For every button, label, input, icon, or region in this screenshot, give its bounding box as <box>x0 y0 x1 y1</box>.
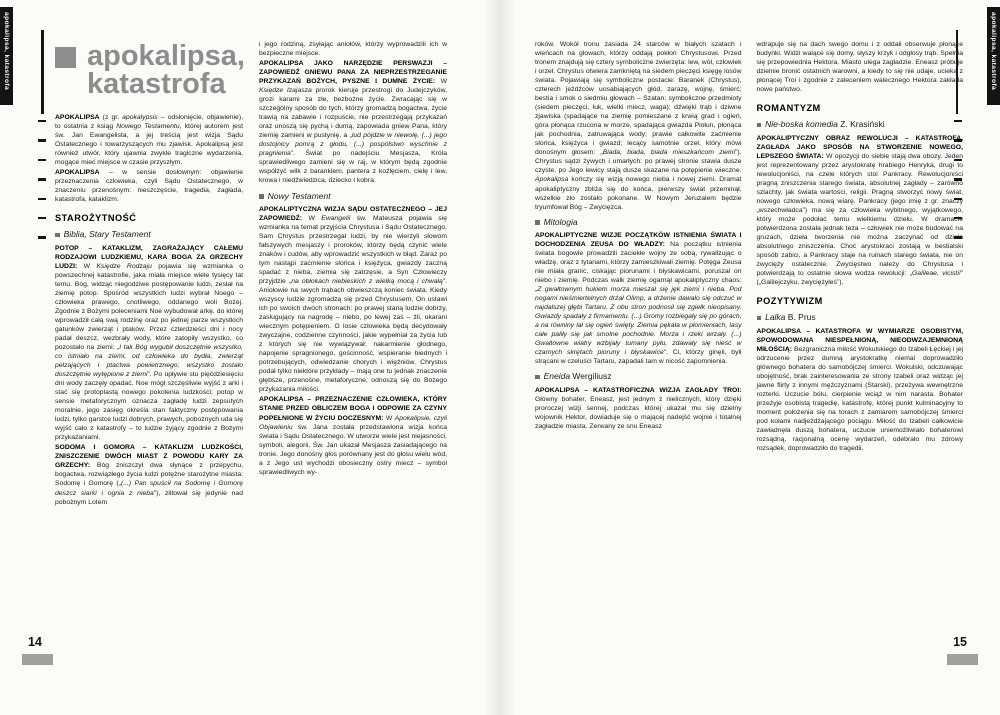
work-subheading: Nowy Testament <box>259 191 447 202</box>
square-bullet-icon <box>535 220 540 225</box>
square-bullet-icon <box>259 194 264 199</box>
paragraph: APOKALIPSA – w sensie dosłownym: objawienie przeznaczenia człowieka, czyli Sądu Ostatecznego, w znaczeniu przenośnym: nieszczęście, tragedia, zagłada, katastrofa, kataklizm. <box>55 169 243 204</box>
work-subheading: Eneida Wergiliusz <box>535 371 742 382</box>
column-2 <box>259 40 447 508</box>
index-tick <box>38 198 46 200</box>
column-1 <box>55 40 243 508</box>
index-tick <box>38 139 46 141</box>
paragraph: APOKALIPTYCZNA WIZJA SĄDU OSTATECZNEGO – JEJ ZAPOWIEDŹ: W Ewangelii św. Mateusza pojawia się wzmianka na temat przyjścia Chrystusa i Sądu Ostatecznego. Sam Chrystus przestrzegał ludzi, by nie wierzyli słowom fałszywych mesjaszy i proroków, którzy będą czynić wiele znaków i cudów, aby wprowadzić wszystkich w błąd. Zaraz po tym nastąpi zaćmienie słońca i księżyca, gwiazdy zaczną spadać z nieba, ziemia się zatrzęsie, a Syn Człowieczy przyjdzie „na obłokach niebieskich z wielką mocą i chwałą”. Aniołowie na swych trąbach obwieszczą koniec świata. Kiedy wszyscy ludzie zgromadzą się przed Chrystusem, On ustawi ich po swoich dwóch stronach: po prawej staną ludzie dobrzy, zasługujący na nagrodę – niebo, po lewej zaś – źli, ukarani wiecznym potępieniem. O losie człowieka będą decydowały zwyczajne, codzienne czynności, jakie wypełniał za życia lub z których się nie wywiązywał: nakarmienie głodnego, napojenie spragnionego, gościnność, wspieranie biednych i potrzebujących, odwiedzanie chorych i więźniów. Chrystus podał tylko niektóre przykłady – mają one tu jednak znaczenie głębsze, przenośne, metaforyczne, odnoszą się do Bożego przykazania miłości. <box>259 205 447 394</box>
paragraph: APOKALIPSA (z gr. apokalypsis – odsłonięcie, objawienie), to ostatnia z ksiąg Nowego Testamentu, której autorem jest św. Jan Ewangelista, a jej treścią jest wizja Sądu Ostatecznego i towarzyszących mu zjawisk. Apokalipsą jest również utwór, który ujawnia zwykle tragiczne wydarzenia, mogące mieć miejsce w czasie przyszłym. <box>55 113 244 166</box>
paragraph: POTOP – KATAKLIZM, ZAGRAŻAJĄCY CAŁEMU RODZAJOWI LUDZKIEMU, KARA BOGA ZA GRZECHY LUDZI: W Księdze Rodzaju pojawia się wzmianka o powszechnej katastrofie, jaka miała miejsce wiele tysięcy lat temu. Bóg, widząc niegodziwe postępowanie ludzi, zesłał na ziemię potop. Spośród wszystkich ludzi wybrał Noego – człowieka prawego, cnotliwego, oddanego woli Bożej. Zgodnie z Bożymi poleceniami Noe wybudował arkę, do której wprowadził całą swą rodzinę oraz po jednej parze wszystkich gatunków zwierząt i ptaków. Przez czterdzieści dni i nocy padał deszcz, wezbrały wody, które zatopiły wszystko, co pozostało na ziemi: „I tak Bóg wygubił doszczętnie wszystko, co istniało na ziemi, od człowieka do bydła, zwierząt pełzających i ptactwa powietrznego; wszystko zostało doszczętnie wytępione z ziemi”. Po upływie stu pięćdziesięciu dni wody zaczęły opadać. Noe mógł szczęśliwie wyjść z arki i stać się protoplastą nowego pokolenia ludzkości; potop w sensie metaforycznym oznacza zagładę ludzi zepsutych moralnie, jego zasięg określa stan faktyczny postępowania ludzi, tylko garstce ludzi dobrych, prawych, pobożnych uda się wyjść cało z katastrofy – to ludzie żyjący zgodnie z Bożymi przykazaniami. <box>55 244 243 442</box>
page-title <box>87 42 245 99</box>
paragraph: i jego rodziną, zsyłając aniołów, którzy wyprowadzili ich w bezpieczne miejsce. <box>259 41 447 58</box>
thumb-tab-left <box>0 7 13 105</box>
index-tick <box>38 236 46 238</box>
index-tick <box>38 120 46 122</box>
paragraph: APOKALIPTYCZNY OBRAZ REWOLUCJI – KATASTROFA, ZAGŁADA JAKO SPOSÓB NA STWORZENIE NOWEGO, LEPSZEGO ŚWIATA: W opozycji do siebie stają dwa obozy. Jeden jest reprezentowany przez arystokratę hrabiego Henryka, drugi to rewolucjoniści, na czele których stoi Pankracy. Rewolucjoniści pragną zniszczenia starego świata, absolutnej zagłady – zarówno szlachty, jak świata wartości, religii. Pragną stworzyć nowy świat, nowego człowieka, nową wiarę. Pankracy (jego imię z gr. znaczy „wszechwładca”) ma się za człowieka wybitnego, wyjątkowego, który może podołać temu wielkiemu dziełu. W dramacie potwierdzona została jednak teza – człowiek nie może budować na gruzach, dzieła tworzenia nie można zaczynać od dzieła absolutnego zniszczenia. Choć arystokraci zostają w bestialski sposób zabici, a Pankracy staje na ruinach starego świata, nie on zwycięży ostatecznie. Zwycięstwo należy do Chrystusa i potwierdzają to ostatnie słowa wodza rewolucji: „Galileae, vicisti!” („Galilejczyku, zwyciężyłeś”). <box>756 134 963 287</box>
chapter-title <box>55 42 243 99</box>
paragraph: APOKALIPSA JAKO NARZĘDZIE PERSWAZJI – ZAPOWIEDŹ GNIEWU PANA ZA NIEPRZESTRZEGANIE PRZYKAZAŃ BOŻYCH, PYSZNE I DUMNE ŻYCIE: W Księdze Izajasza prorok kieruje przestrogi do Judejczyków, grozi karami za złe, bezbożne życie. Zwracając się w szczególny sposób do tych, którzy gromadzą bogactwa, życie trawią na zabawie i rozpuście, nie przestrzegają przykazań oraz unoszą się pychą i dumą, zapowiada gniew Pana, który ziemię zamieni w pustynię, a „lud pójdzie w niewolę, (...) jego dostojnicy pomrą z głodu, (...) pospólstwo wyschnie z pragnienia”. Świat po nadejściu Mesjasza, Króla sprawiedliwego zamieni się w raj, w którym będą zgodnie współżyć wilk z barankiem, pantera z koźlęciem, cielę i lew, krowa i niedźwiedzica, dziecko i kobra. <box>259 60 447 185</box>
section-heading: POZYTYWIZM <box>756 296 823 307</box>
section-heading: STAROŻYTNOŚĆ <box>55 213 137 224</box>
page-number-bar <box>947 654 978 665</box>
page-number-right: 15 <box>953 635 967 649</box>
work-subheading: Biblia, Stary Testament <box>55 229 243 240</box>
work-subheading: Mitologia <box>535 217 742 228</box>
paragraph: APOKALIPSA – PRZEZNACZENIE CZŁOWIEKA, KTÓRY STANIE PRZED OBLICZEM BOGA I ODPOWIE ZA CZYNY POPEŁNIONE W ŻYCIU DOCZESNYM: W Apokalipsie, czyli Objawieniu św. Jana została przedstawiona wizja końca świata i Sądu Ostatecznego. W utworze wiele jest niejasności, symboli, alegorii. Św. Jan ukazał Mesjasza zasiadającego na tronie. Jego donośny głos porównany jest do głosu wielu wód, a z Jego ust wychodzi obosieczny ostry miecz – symbol sprawiedliwych wy- <box>259 396 447 476</box>
thumb-tab-label: apokalipsa, katastrofa <box>990 12 997 91</box>
paragraph: roków. Wokół tronu zasiada 24 starców w białych szatach i wieńcach na głowach, którzy oddają pokłon Chrystusowi. Przed tronem znajdują się cztery symboliczne zwierzęta: lew, wół, człowiek i orzeł. Chrystus otwiera zamkniętą na siedem pieczęci księgę losów świata. Pojawiają się symboliczne postacie: Baranek (Chrystus), czterech jeźdźców uosabiających głód, zarazę, wojnę, śmierć; bestia i smok o siedmiu głowach – Szatan; symboliczne przedmioty (siedem pieczęci, łuk, wielki miecz, waga); dźwięki trąb i dziwne zjawiska (spadające na ziemię pomieszane z krwią grad i ogień, góra płonąca rzucona w morze, spadająca gwiazda Piołun, płonąca jak pochodnia, zatruwająca wody; prawie całkowite zaćmienie słońca, księżyca i gwiazd; lecący samotnie orzeł, który mówi donośnym głosem: „Biada, biada, biada mieszkańcom ziemi”). Chrystus sądzi żywych i umarłych: po prawej stronie stawia dusze czyste, po Jego lewicy stają dusze skazane na potępienie wieczne. Apokalipsa kończy się wizją nowego nieba i nowej ziemi. Dramat apokaliptyczny zbliża się do końca, pierwszy świat przeminął, wszelkie zło zostało pokonane. W Nowym Jeruzalem będzie tryumfował Bóg – Zwycięzca. <box>535 41 742 211</box>
square-bullet-icon <box>757 316 762 321</box>
index-ticks <box>38 120 46 256</box>
index-tick <box>38 178 46 180</box>
paragraph: SODOMA I GOMORA – KATAKLIZM LUDZKOŚCI, ZNISZCZENIE DWÓCH MIAST Z POWODU KARY ZA GRZECHY: Bóg zniszczył dwa słynące z przepychu, bogactwa, rozwiązłego życia ludzi potężne starożytne miasta: Sodomę i Gomorę („(...) Pan spuścił na Sodomę i Gomorę deszcz siarki i ognia z nieba”), zlitował się jedynie nad pobożnym Lotem <box>55 444 243 506</box>
title-line-2: katastrofa <box>87 68 226 101</box>
work-subheading: Lalka B. Prus <box>757 312 964 323</box>
square-bullet-icon <box>55 233 60 238</box>
thumb-tab-right <box>987 7 1000 105</box>
paragraph: APOKALIPSA – KATASTROFICZNA WIZJA ZAGŁADY TROI: Główny bohater, Eneasz, jest jednym z nielicznych, który dzięki proroczej wizji sennej, podczas której ukazał mu się dzielny wojownik Hektor, dowiaduje się o mającej nadejść wojnie i totalnej zagładzie miasta. Zerwany ze snu Eneasz <box>535 386 742 430</box>
square-bullet-icon <box>757 123 762 128</box>
index-tick <box>38 217 46 219</box>
paragraph: wdrapuje się na dach swego domu i z oddali obserwuje płonące budynki. Widzi walące się domy, słyszy krzyk i odgłosy trąb. Spełnia się przepowiednia Hektora. Miasto ulega zagładzie. Eneasz próbuje dzielnie bronić ostatnich warowni, a kiedy to się nie udaje, ucieka z płonącej Troi i zgodnie z zaleceniem walecznego Hektora zakłada nowe państwo. <box>756 41 963 94</box>
square-bullet-icon <box>535 375 540 380</box>
section-heading: ROMANTYZM <box>756 103 821 114</box>
work-subheading: Nie-boska komedia Z. Krasiński <box>757 119 964 130</box>
page-number-bar <box>22 654 53 665</box>
title-square-icon <box>55 47 76 68</box>
title-line-1: apokalipsa, <box>87 40 245 72</box>
paragraph: APOKALIPTYCZNE WIZJE POCZĄTKÓW ISTNIENIA ŚWIATA I DOCHODZENIA ZEUSA DO WŁADZY: Na początku istnienia świata bogowie prowadzili zaciekłe wojny ze sobą, rywalizując o władzę, oraz z tytanami, którzy zamieszkiwali ziemię. Potęga Zeusa nie miała granic, ciskając piorunami i błyskawicami, poruszał on niebo i ziemię. Podczas walk ziemię ogarnął apokaliptyczny chaos: „Z gwałtownym hukiem morza mieszał się jęk ziemi i nieba. Pod nogami nieśmiertelnych drżał Olimp, a drżenie dawało się odczuć w najdalszej głębi Tartaru. Z obu stron podnosił się zgiełk nieopisany. Gwiazdy spadały z firmamentu. (...) Gromy rozbiegały się po górach, a na równiny lał się ogień święty. Ziemia pękała w płomieniach, lasy całe paliły się jak smolne pochodnie. Morza i rzeki wrzały. (...) Gwałtowne wiatry wzbijały tumany pyłu, zdawały się nieść w czarnych skrętach pioruny i błyskawice”. Ci, którzy ginęli, byli strącani w czeluści Tartaru, zapadali tam w nicość zapomnienia. <box>535 231 742 366</box>
column-2 <box>757 40 964 454</box>
margin-rule <box>41 30 44 114</box>
paragraph: APOKALIPSA – KATASTROFA W WYMIARZE OSOBISTYM, SPOWODOWANA NIESPEŁNIONĄ, NIEODWZAJEMNIONĄ MIŁOŚCIĄ: Bezgraniczna miłość Wokulskiego do Izabeli Łęckiej i jej odrzucenie przez dumną arystokratkę niemal doprowadziło głównego bohatera do samobójczej śmierci. Wokulski, odczuwając obojętność, brak zainteresowania ze strony Izabeli oraz widząc jej jawne flirty z innymi mężczyznami (Starski), przeżywa wewnętrzne rozterki. Uczucie bólu, cierpienie wciąż w nim narasta. Bohater przeżyje osobistą tragedię, katastrofę, której punkt kulminacyjny to moment położenia się na torach z zamiarem samobójczej śmierci pod kołami nadjeżdżającego pociągu. Miłość do Izabeli całkowicie zawładnęła duszą bohatera, uczucie uniemożliwiało bohaterowi rozsądną, racjonalną ocenę wydarzeń, odebrało mu zdrowy rozsądek, doprowadziło do tragedii. <box>756 327 963 453</box>
page-number-left: 14 <box>28 635 42 649</box>
page-right <box>500 0 1000 715</box>
thumb-tab-label: apokalipsa, katastrofa <box>3 12 10 91</box>
column-1 <box>535 40 742 454</box>
column-1-text <box>55 113 243 507</box>
index-tick <box>38 159 46 161</box>
